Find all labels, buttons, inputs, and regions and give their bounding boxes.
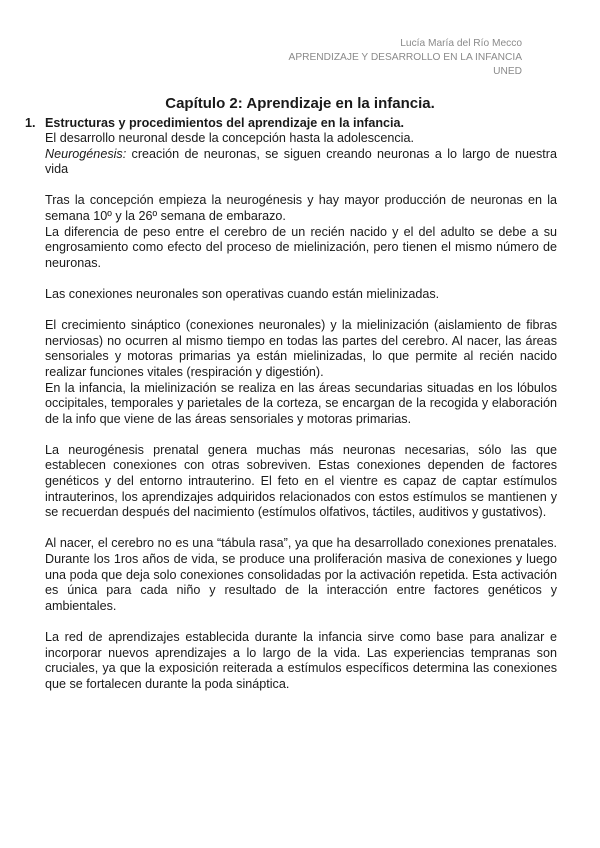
paragraph: Al nacer, el cerebro no es una “tábula rasa”, ya que ha desarrollado conexiones prenatales. Durante los 1ros años de vida, se produce una proliferación masiva de conexiones y luego una poda que deja solo conexiones consolidadas por la activación repetida. Esta activación es única para cada niño y resultado de la interacción entre factores genéticos y ambientales. xyxy=(45,536,557,613)
section-title: Estructuras y procedimientos del aprendizaje en la infancia. xyxy=(45,116,405,130)
section-heading xyxy=(25,116,404,130)
paragraph: La neurogénesis prenatal genera muchas más neuronas necesarias, sólo las que establecen conexiones con otras sobreviven. Estas conexiones dependen de factores genéticos y del entorno intrauterino. El feto en el vientre es capaz de captar estímulos intrauterinos, los aprendizajes adquiridos relacionados con estos estímulos se mantienen y se recuerdan después del nacimiento (estímulos olfativos, táctiles, auditivos y gustativos). xyxy=(45,442,557,520)
page-header xyxy=(289,37,522,79)
document-body xyxy=(45,131,557,708)
paragraph: Las conexiones neuronales son operativas cuando están mielinizadas. xyxy=(45,286,440,301)
paragraph: Tras la concepción empieza la neurogénesis y hay mayor producción de neuronas en la semana 10º y la 26º semana de embarazo. xyxy=(45,193,557,223)
paragraph: La diferencia de peso entre el cerebro de un recién nacido y el del adulto se debe a su engrosamiento como efecto del proceso de mielinización, pero tienen el mismo número de neuronas. xyxy=(45,224,557,270)
paragraph: El crecimiento sináptico (conexiones neuronales) y la mielinización (aislamiento de fibras nerviosas) no ocurren al mismo tiempo en todas las partes del cerebro. Al nacer, las áreas sensoriales y motoras primarias ya están mielinizadas, lo que permite al recién nacido realizar funciones vitales (respiración y digestión). xyxy=(45,318,557,379)
paragraph: En la infancia, la mielinización se realiza en las áreas secundarias situadas en los lóbulos occipitales, temporales y parietales de la corteza, se encargan de la recogida y elaboración de la info que viene de las áreas sensoriales y motoras primarias. xyxy=(45,380,557,426)
section-number: 1. xyxy=(25,116,36,130)
chapter-title: Capítulo 2: Aprendizaje en la infancia. xyxy=(165,95,435,112)
header-institution: UNED xyxy=(493,66,522,77)
header-author: Lucía María del Río Mecco xyxy=(400,38,522,49)
header-course: APRENDIZAJE Y DESARROLLO EN LA INFANCIA xyxy=(288,52,522,63)
paragraph: La red de aprendizajes establecida durante la infancia sirve como base para analizar e incorporar nuevos aprendizajes a lo largo de la vida. Las experiencias tempranas son cruciales, ya que la exposición reiterada a estímulos específicos determina las conexiones que se fortalecen durante la poda sináptica. xyxy=(45,630,557,691)
definition-text: creación de neuronas, se siguen creando neuronas a lo largo de nuestra vida xyxy=(45,146,557,177)
definition-term: Neurogénesis: xyxy=(45,146,127,161)
paragraph: El desarrollo neuronal desde la concepción hasta la adolescencia. xyxy=(45,131,414,145)
paragraph-definition xyxy=(45,147,557,178)
